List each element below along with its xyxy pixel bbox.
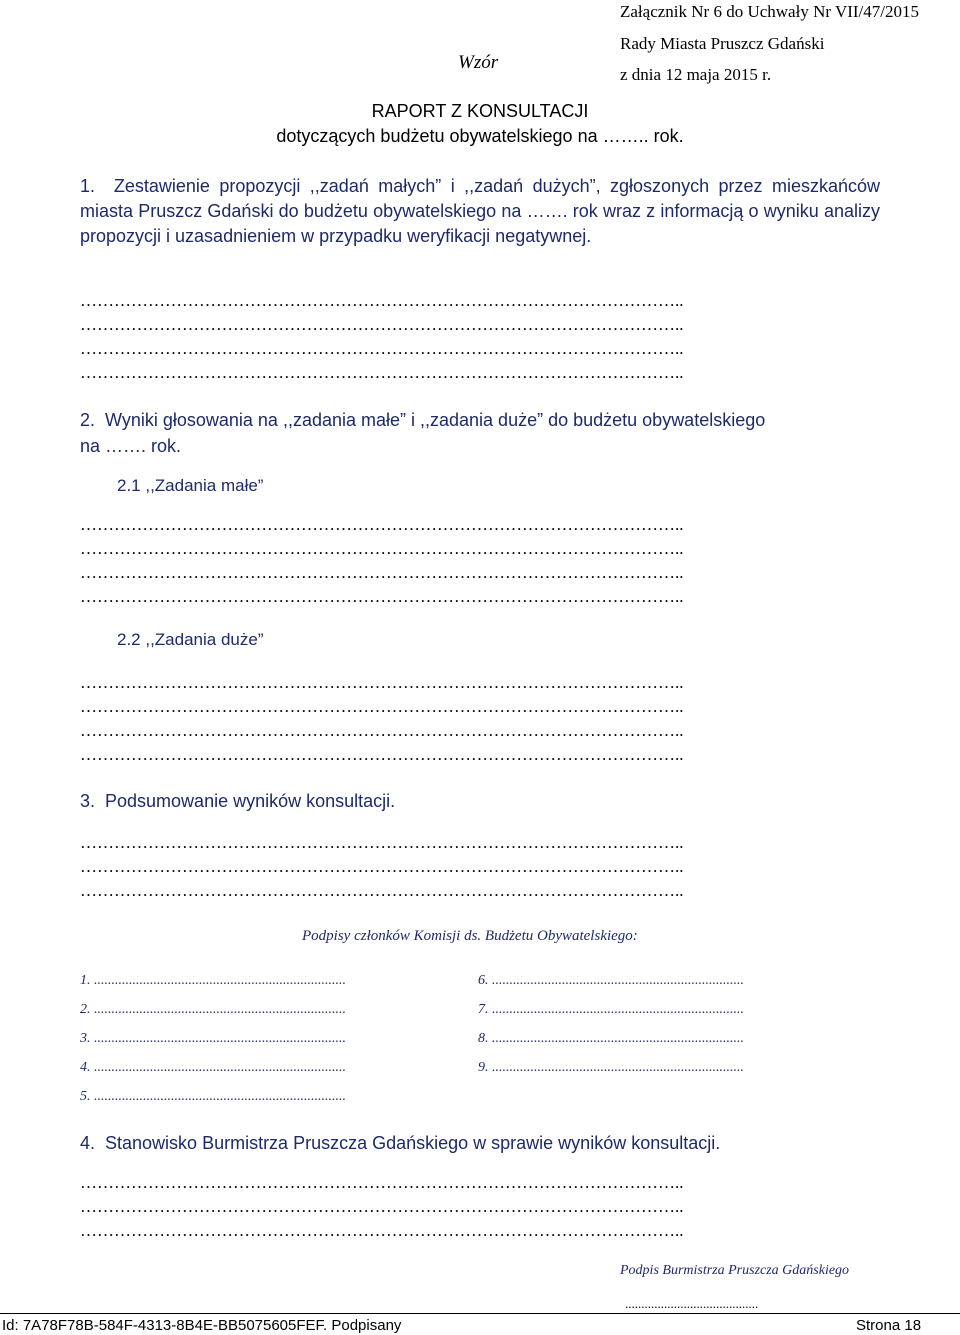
fill-line: …………………………………………………………………………………………….. xyxy=(80,1173,684,1192)
signature-line-1: 1. ........................................................................ xyxy=(80,973,346,988)
fill-line: …………………………………………………………………………………………….. xyxy=(80,697,684,716)
header-line-1: Załącznik Nr 6 do Uchwały Nr VII/47/2015 xyxy=(620,2,919,21)
signature-line-2: 2. ........................................................................ xyxy=(80,1002,346,1017)
signature-line-7: 7. ........................................................................ xyxy=(478,1002,744,1017)
page-number: Strona 18 xyxy=(856,1317,922,1334)
signature-line-4: 4. ........................................................................ xyxy=(80,1060,346,1075)
mayor-signature-caption: Podpis Burmistrza Pruszcza Gdańskiego xyxy=(620,1263,850,1278)
fill-line: …………………………………………………………………………………………….. xyxy=(80,363,684,382)
signature-line-3: 3. ........................................................................ xyxy=(80,1031,346,1046)
fill-line: …………………………………………………………………………………………….. xyxy=(80,857,684,876)
signature-line-6: 6. ........................................................................ xyxy=(478,973,744,988)
fill-line: …………………………………………………………………………………………….. xyxy=(80,881,684,900)
section-4-text: 4. Stanowisko Burmistrza Pruszcza Gdańskiego w sprawie wyników konsultacji. xyxy=(80,1133,721,1153)
report-subtitle: dotyczących budżetu obywatelskiego na …….. rok. xyxy=(276,126,684,146)
report-title: RAPORT Z KONSULTACJI xyxy=(371,101,589,121)
signature-line-8: 8. ........................................................................ xyxy=(478,1031,744,1046)
section-2-line-1: 2. Wyniki głosowania na ,,zadania małe” i ,,zadania duże” do budżetu obywatelskiego xyxy=(80,410,766,430)
fill-line: …………………………………………………………………………………………….. xyxy=(80,745,684,764)
header-line-3: z dnia 12 maja 2015 r. xyxy=(620,65,772,84)
fill-line: …………………………………………………………………………………………….. xyxy=(80,587,684,606)
header-line-2: Rady Miasta Pruszcz Gdański xyxy=(620,34,825,53)
subsection-2-1: 2.1 ,,Zadania małe” xyxy=(117,476,264,495)
fill-line: …………………………………………………………………………………………….. xyxy=(80,563,684,582)
fill-line: …………………………………………………………………………………………….. xyxy=(80,673,684,692)
fill-line: …………………………………………………………………………………………….. xyxy=(80,1197,684,1216)
section-1-text: 1. Zestawienie propozycji ,,zadań małych” i ,,zadań dużych”, zgłoszonych przez mieszkańców miasta Pruszcz Gdański do budżetu obywatelskiego na ……. rok wraz z informacją o wyniku analizy propozycji i uzasadnieniem w przypadku weryfikacji negatywnej. xyxy=(80,176,880,246)
template-label: Wzór xyxy=(458,52,499,73)
document-id: Id: 7A78F78B-584F-4313-8B4E-BB5075605FEF. Podpisany xyxy=(2,1317,402,1334)
section-3-text: 3. Podsumowanie wyników konsultacji. xyxy=(80,791,396,811)
signature-line-9: 9. ........................................................................ xyxy=(478,1060,744,1075)
fill-line: …………………………………………………………………………………………….. xyxy=(80,721,684,740)
fill-line: …………………………………………………………………………………………….. xyxy=(80,833,684,852)
subsection-2-2: 2.2 ,,Zadania duże” xyxy=(117,630,264,649)
fill-line: …………………………………………………………………………………………….. xyxy=(80,339,684,358)
commission-heading: Podpisy członków Komisji ds. Budżetu Obywatelskiego: xyxy=(302,928,638,944)
fill-line: …………………………………………………………………………………………….. xyxy=(80,315,684,334)
signature-line-5: 5. ........................................................................ xyxy=(80,1089,346,1104)
mayor-signature-line: ......................................... xyxy=(625,1296,759,1311)
fill-line: …………………………………………………………………………………………….. xyxy=(80,291,684,310)
fill-line: …………………………………………………………………………………………….. xyxy=(80,539,684,558)
footer-divider xyxy=(0,1313,960,1314)
section-2-line-2: na ……. rok. xyxy=(80,436,182,456)
fill-line: …………………………………………………………………………………………….. xyxy=(80,1221,684,1240)
fill-line: …………………………………………………………………………………………….. xyxy=(80,515,684,534)
